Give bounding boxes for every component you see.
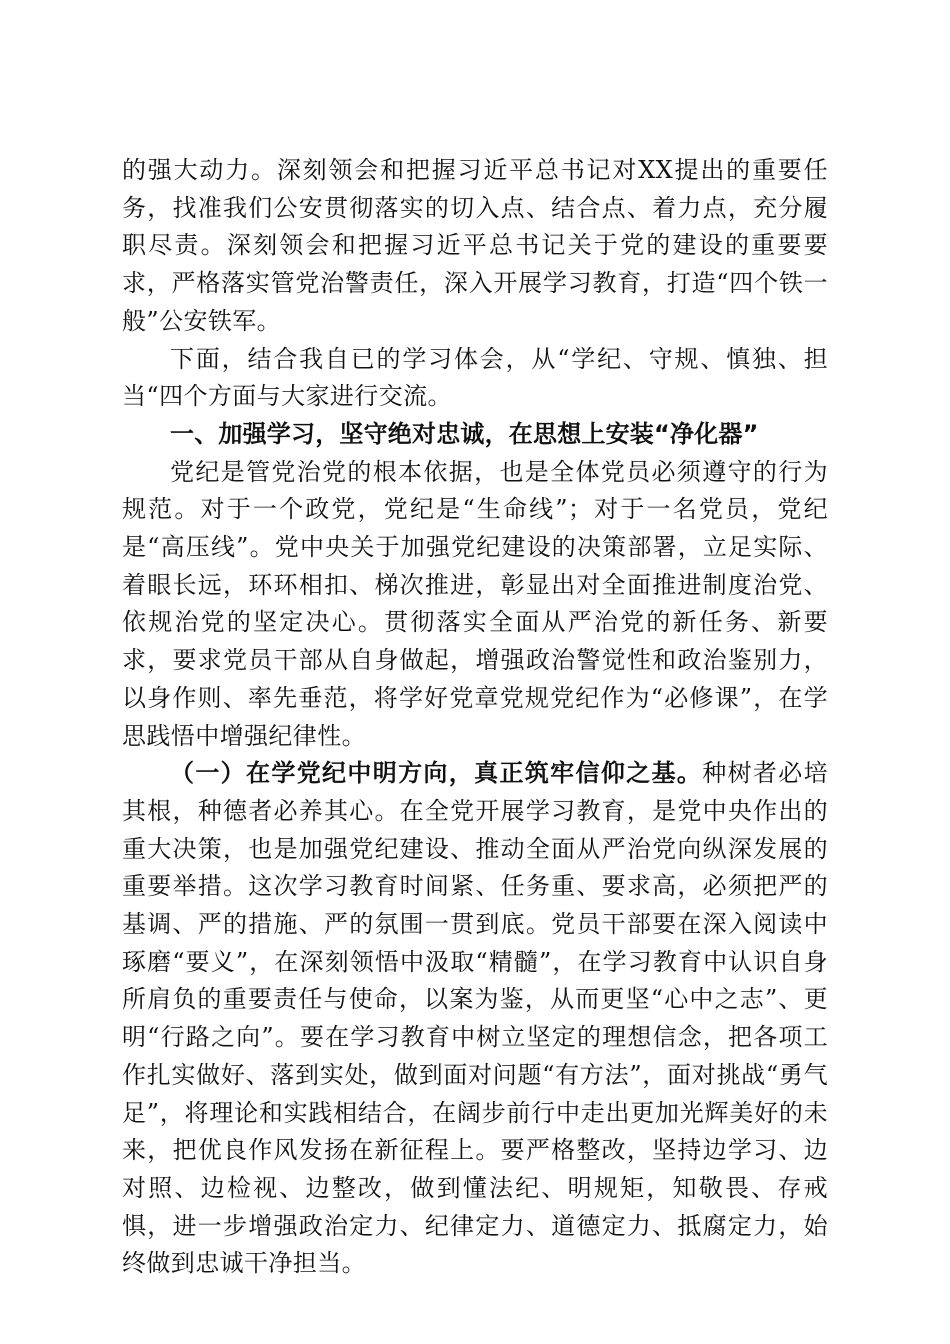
subsection-body: 种树者必培其根，种德者必养其心。在全党开展学习教育，是党中央作出的重大决策，也是加强党纪建设、推动全面从严治党向纵深发展的重要举措。这次学习教育时间紧、任务重、要求高，必须把严的基调、严的措施、严的氛围一贯到底。党员干部要在深入阅读中琢磨“要义”，在深刻领悟中汲取“精髓”，在学习教育中认识自身所肩负的重要责任与使命，以案为鉴，从而更坚“心中之志”、更明“行路之向”。要在学习教育中树立坚定的理想信念，把各项工作扎实做好、落到实处，做到面对问题“有方法”，面对挑战“勇气足”，将理论和实践相结合，在阔步前行中走出更加光辉美好的未来，把优良作风发扬在新征程上。要严格整改，坚持边学习、边对照、边检视、边整改，做到懂法纪、明规矩，知敬畏、存戒惧，进一步增强政治定力、纪律定力、道德定力、抵腐定力，始终做到忠诚干净担当。 <box>122 759 828 1278</box>
paragraph-subsection-one <box>122 755 828 1283</box>
section-heading: 一、加强学习，坚守绝对忠诚，在思想上安装“净化器” <box>170 419 759 448</box>
subsection-lead: （一）在学党纪中明方向，真正筑牢信仰之基。 <box>170 759 703 788</box>
paragraph-party-discipline: 党纪是管党治党的根本依据，也是全体党员必须遵守的行为规范。对于一个政党，党纪是“生命线”；对于一名党员，党纪是“高压线”。党中央关于加强党纪建设的决策部署，立足实际、着眼长远，环环相扣、梯次推进，彰显出对全面推进制度治党、依规治党的坚定决心。贯彻落实全面从严治党的新任务、新要求，要求党员干部从自身做起，增强政治警觉性和政治鉴别力，以身作则、率先垂范，将学好党章党规党纪作为“必修课”，在学思践悟中增强纪律性。 <box>122 457 828 750</box>
paragraph-continued: 的强大动力。深刻领会和把握习近平总书记对XX提出的重要任务，找准我们公安贯彻落实的切入点、结合点、着力点，充分履职尽责。深刻领会和把握习近平总书记关于党的建设的重要要求，严格落实管党治警责任，深入开展学习教育，打造“四个铁一般”公安铁军。 <box>122 156 828 335</box>
paragraph-intro: 下面，结合我自已的学习体会，从“学纪、守规、慎独、担当“四个方面与大家进行交流。 <box>122 344 828 411</box>
document-body <box>122 152 828 1283</box>
